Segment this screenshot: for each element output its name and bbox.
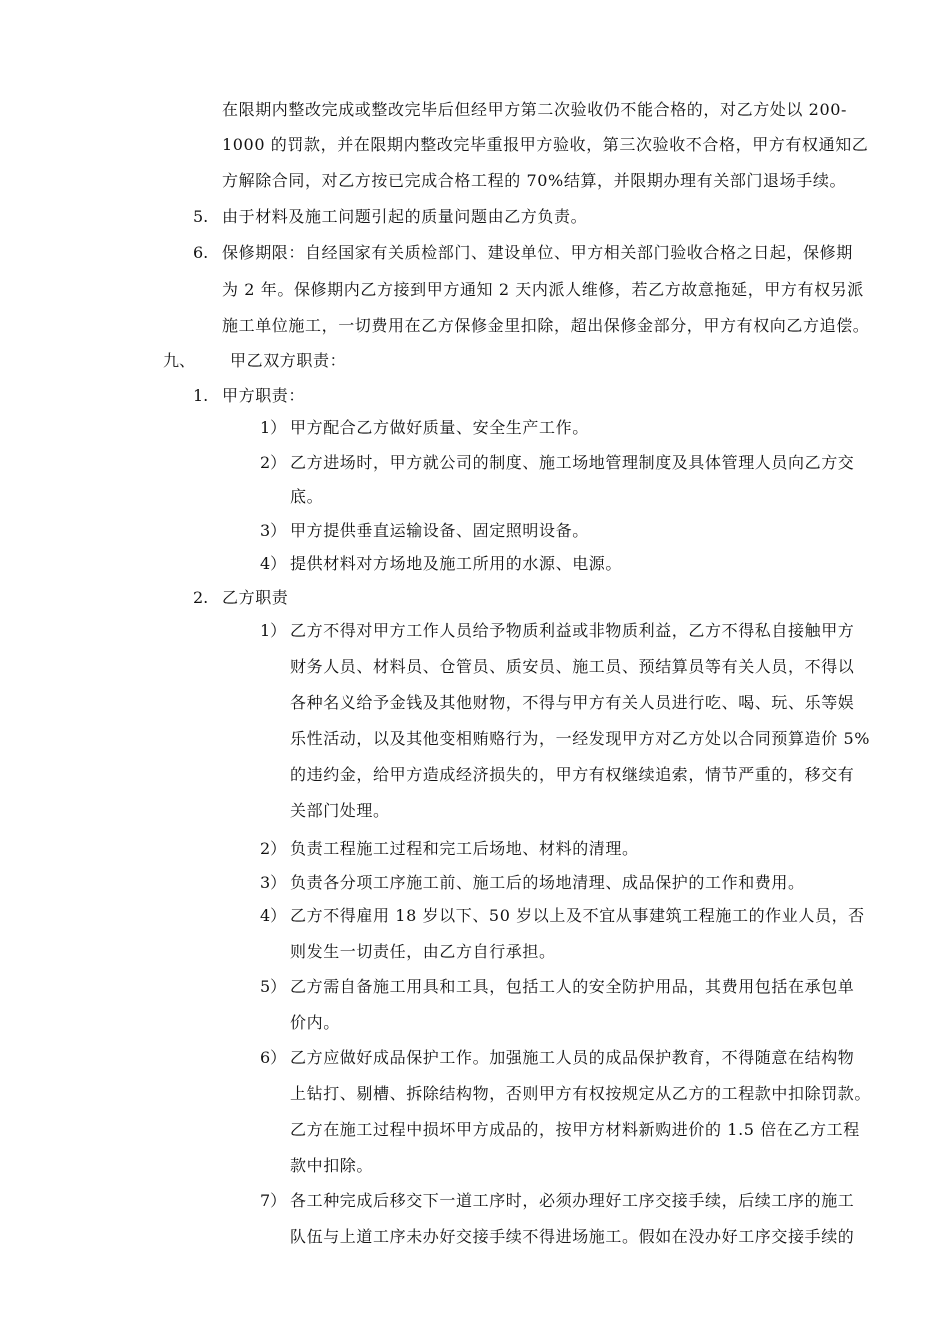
list-item-line: 价内。 xyxy=(290,1013,340,1032)
paragraph-line: 为 2 年。保修期内乙方接到甲方通知 2 天内派人维修，若乙方故意拖延，甲方有权另派 xyxy=(222,280,864,299)
paragraph-line: 保修期限：自经国家有关质检部门、建设单位、甲方相关部门验收合格之日起，保修期 xyxy=(222,243,853,262)
subsection-title: 甲方职责： xyxy=(222,386,306,405)
list-item-line: 的违约金，给甲方造成经济损失的，甲方有权继续追索，情节严重的，移交有 xyxy=(290,765,855,784)
paragraph-line: 1000 的罚款，并在限期内整改完毕重报甲方验收，第三次验收不合格，甲方有权通知乙 xyxy=(222,135,869,154)
paragraph-line: 由于材料及施工问题引起的质量问题由乙方负责。 xyxy=(222,207,588,226)
item-number: 2. xyxy=(193,588,209,607)
list-item-number: 2） xyxy=(260,839,287,858)
list-item-line: 各种名义给予金钱及其他财物，不得与甲方有关人员进行吃、喝、玩、乐等娱 xyxy=(290,693,855,712)
list-item-line: 负责各分项工序施工前、施工后的场地清理、成品保护的工作和费用。 xyxy=(290,873,805,892)
list-item-line: 甲方配合乙方做好质量、安全生产工作。 xyxy=(290,418,589,437)
list-item-line: 乙方进场时，甲方就公司的制度、施工场地管理制度及具体管理人员向乙方交 xyxy=(290,453,855,472)
item-number: 6. xyxy=(193,243,209,262)
list-item-number: 4） xyxy=(260,906,287,925)
list-item-line: 提供材料对方场地及施工所用的水源、电源。 xyxy=(290,554,623,573)
list-item-line: 上钻打、剔槽、拆除结构物，否则甲方有权按规定从乙方的工程款中扣除罚款。 xyxy=(290,1084,872,1103)
list-item-line: 各工种完成后移交下一道工序时，必须办理好工序交接手续，后续工序的施工 xyxy=(290,1191,855,1210)
item-number: 1. xyxy=(193,386,209,405)
list-item-line: 关部门处理。 xyxy=(290,801,390,820)
list-item-line: 则发生一切责任，由乙方自行承担。 xyxy=(290,942,556,961)
list-item-number: 3） xyxy=(260,521,287,540)
paragraph-line: 施工单位施工，一切费用在乙方保修金里扣除，超出保修金部分，甲方有权向乙方追偿。 xyxy=(222,316,870,335)
list-item-line: 甲方提供垂直运输设备、固定照明设备。 xyxy=(290,521,589,540)
list-item-number: 4） xyxy=(260,554,287,573)
section-number: 九、 xyxy=(163,351,196,370)
list-item-line: 底。 xyxy=(290,487,324,506)
list-item-number: 1） xyxy=(260,418,287,437)
list-item-line: 财务人员、材料员、仓管员、质安员、施工员、预结算员等有关人员，不得以 xyxy=(290,657,855,676)
list-item-number: 2） xyxy=(260,453,287,472)
subsection-title: 乙方职责 xyxy=(222,588,289,607)
list-item-line: 队伍与上道工序未办好交接手续不得进场施工。假如在没办好工序交接手续的 xyxy=(290,1227,855,1246)
list-item-line: 乙方应做好成品保护工作。加强施工人员的成品保护教育，不得随意在结构物 xyxy=(290,1048,855,1067)
list-item-number: 7） xyxy=(260,1191,287,1210)
list-item-number: 5） xyxy=(260,977,287,996)
list-item-line: 负责工程施工过程和完工后场地、材料的清理。 xyxy=(290,839,639,858)
list-item-number: 3） xyxy=(260,873,287,892)
list-item-line: 乙方不得对甲方工作人员给予物质利益或非物质利益，乙方不得私自接触甲方 xyxy=(290,621,855,640)
list-item-line: 款中扣除。 xyxy=(290,1156,374,1175)
paragraph-line: 在限期内整改完成或整改完毕后但经甲方第二次验收仍不能合格的，对乙方处以 200- xyxy=(222,100,848,119)
paragraph-line: 方解除合同，对乙方按已完成合格工程的 70%结算，并限期办理有关部门退场手续。 xyxy=(222,171,847,190)
list-item-line: 乙方在施工过程中损坏甲方成品的，按甲方材料新购进价的 1.5 倍在乙方工程 xyxy=(290,1120,860,1139)
item-number: 5. xyxy=(193,207,209,226)
section-title: 甲乙双方职责： xyxy=(230,351,347,370)
list-item-number: 1） xyxy=(260,621,287,640)
list-item-number: 6） xyxy=(260,1048,287,1067)
list-item-line: 乙方需自备施工用具和工具，包括工人的安全防护用品，其费用包括在承包单 xyxy=(290,977,855,996)
list-item-line: 乐性活动，以及其他变相贿赂行为，一经发现甲方对乙方处以合同预算造价 5% xyxy=(290,729,871,748)
list-item-line: 乙方不得雇用 18 岁以下、50 岁以上及不宜从事建筑工程施工的作业人员，否 xyxy=(290,906,865,925)
